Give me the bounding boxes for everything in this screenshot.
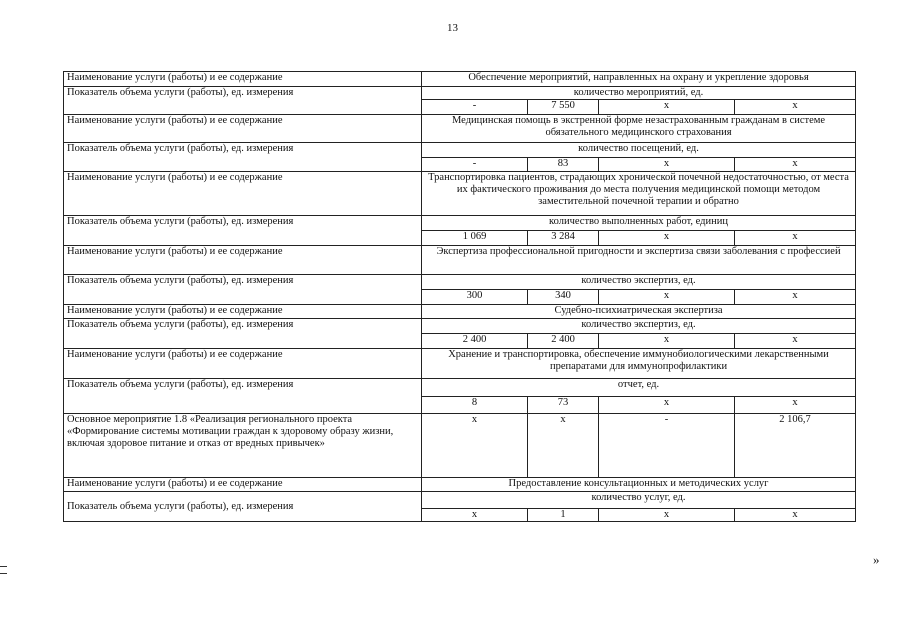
volume-indicator-label: Показатель объема услуги (работы), ед. измерения bbox=[64, 319, 422, 349]
value-cell: x bbox=[735, 509, 856, 522]
service-name-value: Медицинская помощь в экстренной форме незастрахованным гражданам в системе обязательного медицинского страхования bbox=[422, 115, 856, 143]
value-cell: x bbox=[599, 290, 735, 305]
value-cell: 340 bbox=[528, 290, 599, 305]
value-cell: 2 400 bbox=[528, 334, 599, 349]
volume-indicator-label: Показатель объема услуги (работы), ед. измерения bbox=[64, 492, 422, 522]
service-name-value: Транспортировка пациентов, страдающих хронической почечной недостаточностью, от места их фактического проживания до места получения медицинской помощи методом заместительной почечной терапии и обратно bbox=[422, 172, 856, 216]
volume-unit: количество мероприятий, ед. bbox=[422, 87, 856, 100]
volume-unit: количество экспертиз, ед. bbox=[422, 275, 856, 290]
value-cell: 2 106,7 bbox=[735, 414, 856, 478]
value-cell: x bbox=[599, 397, 735, 414]
service-name-label: Наименование услуги (работы) и ее содержание bbox=[64, 115, 422, 143]
service-name-value: Обеспечение мероприятий, направленных на охрану и укрепление здоровья bbox=[422, 72, 856, 87]
margin-mark bbox=[0, 566, 7, 574]
service-name-label: Наименование услуги (работы) и ее содержание bbox=[64, 478, 422, 492]
service-name-label: Наименование услуги (работы) и ее содержание bbox=[64, 305, 422, 319]
value-cell: x bbox=[735, 231, 856, 246]
service-name-value: Судебно-психиатрическая экспертиза bbox=[422, 305, 856, 319]
volume-unit: количество выполненных работ, единиц bbox=[422, 216, 856, 231]
value-cell: x bbox=[528, 414, 599, 478]
value-cell: 1 069 bbox=[422, 231, 528, 246]
service-name-value: Хранение и транспортировка, обеспечение иммунобиологическими лекарственными препаратами для иммунопрофилактики bbox=[422, 349, 856, 379]
value-cell: 8 bbox=[422, 397, 528, 414]
service-row bbox=[64, 349, 856, 379]
value-cell: x bbox=[599, 158, 735, 172]
value-cell: x bbox=[735, 100, 856, 115]
page-number: 13 bbox=[447, 22, 458, 34]
service-row bbox=[64, 246, 856, 275]
service-name-label: Наименование услуги (работы) и ее содержание bbox=[64, 172, 422, 216]
volume-row bbox=[64, 319, 856, 334]
volume-indicator-label: Показатель объема услуги (работы), ед. измерения bbox=[64, 87, 422, 115]
value-cell: 73 bbox=[528, 397, 599, 414]
service-row bbox=[64, 172, 856, 216]
service-name-label: Наименование услуги (работы) и ее содержание bbox=[64, 246, 422, 275]
service-row bbox=[64, 478, 856, 492]
value-cell: 3 284 bbox=[528, 231, 599, 246]
service-row bbox=[64, 305, 856, 319]
volume-row bbox=[64, 143, 856, 158]
value-cell: 1 bbox=[528, 509, 599, 522]
service-name-value: Предоставление консультационных и методических услуг bbox=[422, 478, 856, 492]
volume-unit: количество услуг, ед. bbox=[422, 492, 856, 509]
value-cell: x bbox=[599, 231, 735, 246]
value-cell: 83 bbox=[528, 158, 599, 172]
closing-quote-mark: » bbox=[873, 552, 880, 567]
service-name-label: Наименование услуги (работы) и ее содержание bbox=[64, 72, 422, 87]
value-cell: 300 bbox=[422, 290, 528, 305]
value-cell: x bbox=[735, 290, 856, 305]
value-cell: - bbox=[599, 414, 735, 478]
value-cell: x bbox=[735, 158, 856, 172]
value-cell: - bbox=[422, 100, 528, 115]
service-name-label: Наименование услуги (работы) и ее содержание bbox=[64, 349, 422, 379]
services-table bbox=[63, 71, 856, 522]
volume-indicator-label: Показатель объема услуги (работы), ед. измерения bbox=[64, 275, 422, 305]
service-row bbox=[64, 115, 856, 143]
value-cell: x bbox=[422, 509, 528, 522]
value-cell: x bbox=[735, 397, 856, 414]
volume-unit: количество экспертиз, ед. bbox=[422, 319, 856, 334]
value-cell: 2 400 bbox=[422, 334, 528, 349]
value-cell: - bbox=[422, 158, 528, 172]
volume-unit: количество посещений, ед. bbox=[422, 143, 856, 158]
value-cell: x bbox=[735, 334, 856, 349]
main-measure-text: Основное мероприятие 1.8 «Реализация регионального проекта «Формирование системы мотивации граждан к здоровому образу жизни, включая здоровое питание и отказ от вредных привычек» bbox=[64, 414, 422, 478]
main-measure-row bbox=[64, 414, 856, 478]
volume-row bbox=[64, 275, 856, 290]
volume-row bbox=[64, 492, 856, 509]
service-name-value: Экспертиза профессиональной пригодности и экспертиза связи заболевания с профессией bbox=[422, 246, 856, 275]
volume-row bbox=[64, 216, 856, 231]
value-cell: x bbox=[422, 414, 528, 478]
volume-indicator-label: Показатель объема услуги (работы), ед. измерения bbox=[64, 143, 422, 172]
service-row bbox=[64, 72, 856, 87]
value-cell: x bbox=[599, 334, 735, 349]
value-cell: 7 550 bbox=[528, 100, 599, 115]
value-cell: x bbox=[599, 100, 735, 115]
volume-indicator-label: Показатель объема услуги (работы), ед. измерения bbox=[64, 216, 422, 246]
volume-row bbox=[64, 87, 856, 100]
volume-unit: отчет, ед. bbox=[422, 379, 856, 397]
volume-indicator-label: Показатель объема услуги (работы), ед. измерения bbox=[64, 379, 422, 414]
volume-row bbox=[64, 379, 856, 397]
value-cell: x bbox=[599, 509, 735, 522]
